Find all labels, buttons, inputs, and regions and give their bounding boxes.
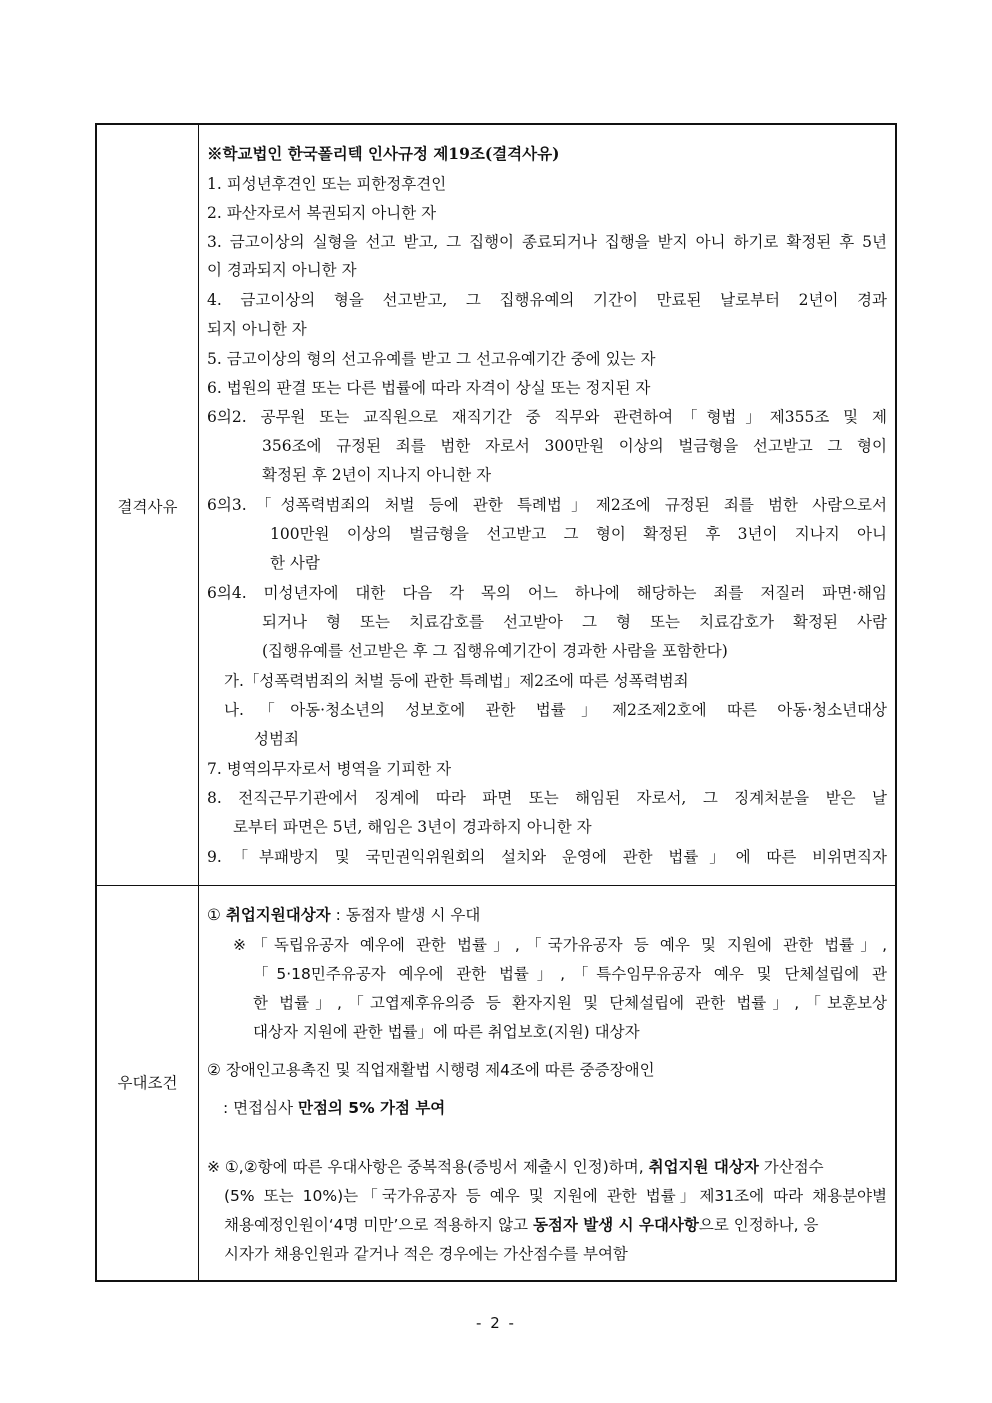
law-reference: 한 법률」,「고엽제후유의증 등 환자지원 및 단체설립에 관한 법률」,「보훈보상 bbox=[253, 994, 887, 1012]
list-item: 3. 금고이상의 실형을 선고 받고, 그 집행이 종료되거나 집행을 받지 아니 하기로 확정된 후 5년 bbox=[207, 233, 887, 251]
list-item: 1. 피성년후견인 또는 피한정후견인 bbox=[207, 175, 447, 193]
sub-item-cont: 성범죄 bbox=[254, 730, 299, 748]
law-reference: 「5·18민주유공자 예우에 관한 법률」,「특수임무유공자 예우 및 단체설립에 관 bbox=[253, 965, 887, 983]
disqualification-table bbox=[95, 123, 897, 1282]
list-item: 6의3.「성폭력범죄의 처벌 등에 관한 특례법」제2조에 규정된 죄를 범한 사람으로서 bbox=[207, 496, 887, 514]
list-item: 6의2. 공무원 또는 교직원으로 재직기간 중 직무와 관련하여「형법」제355조 및 제 bbox=[207, 408, 887, 426]
note-text: 가산점수 bbox=[758, 1158, 824, 1176]
list-item-cont: 356조에 규정된 죄를 범한 자로서 300만원 이상의 벌금형을 선고받고 그 형이 bbox=[262, 437, 887, 455]
interview-bonus-label: : 면접심사 bbox=[223, 1099, 298, 1117]
list-item: 5. 금고이상의 형의 선고유예를 받고 그 선고유예기간 중에 있는 자 bbox=[207, 350, 656, 368]
list-item-cont: 되지 아니한 자 bbox=[207, 320, 307, 338]
note-text: 채용예정인원이‘4명 미만’으로 적용하지 않고 bbox=[224, 1216, 533, 1234]
column-divider bbox=[198, 125, 199, 1280]
sub-item: 가.「성폭력범죄의 처벌 등에 관한 특례법」제2조에 따른 성폭력범죄 bbox=[224, 672, 689, 690]
list-item-cont: 이 경과되지 아니한 자 bbox=[207, 261, 357, 279]
list-item: 2. 파산자로서 복권되지 아니한 자 bbox=[207, 204, 437, 222]
item-number: ① bbox=[207, 906, 221, 924]
list-item: 6의4. 미성년자에 대한 다음 각 목의 어느 하나에 해당하는 죄를 저질러 파면·해임 bbox=[207, 584, 887, 602]
list-item: 8. 전직근무기관에서 징계에 따라 파면 또는 해임된 자로서, 그 징계처분을 받은 날 bbox=[207, 789, 887, 807]
list-item-cont: 한 사람 bbox=[270, 554, 320, 572]
list-item: 6. 법원의 판결 또는 다른 법률에 따라 자격이 상실 또는 정지된 자 bbox=[207, 379, 651, 397]
page-number: - 2 - bbox=[476, 1314, 516, 1332]
row-label-disqualification: 결격사유 bbox=[117, 498, 178, 516]
preference-item-1 bbox=[207, 904, 480, 926]
list-item-cont: 로부터 파면은 5년, 해임은 3년이 경과하지 아니한 자 bbox=[233, 818, 592, 836]
note-text: ※ ①,②항에 따른 우대사항은 중복적용(증빙서 제출시 인정)하며, bbox=[207, 1158, 649, 1176]
list-item-cont: 확정된 후 2년이 지나지 아니한 자 bbox=[262, 466, 492, 484]
preference-note bbox=[207, 1156, 887, 1178]
employment-support-target: 취업지원대상자 bbox=[225, 906, 331, 924]
interview-bonus-value: 만점의 5% 가점 부여 bbox=[297, 1099, 446, 1117]
note-text: 시자가 채용인원과 같거나 적은 경우에는 가산점수를 부여함 bbox=[224, 1245, 628, 1263]
sub-item: 나.「아동·청소년의 성보호에 관한 법률」제2조제2호에 따른 아동·청소년대상 bbox=[224, 701, 887, 719]
law-reference: ※「독립유공자 예우에 관한 법률」,「국가유공자 등 예우 및 지원에 관한 법률」, bbox=[233, 936, 887, 954]
note-text: 으로 인정하나, 응 bbox=[698, 1216, 819, 1234]
list-item-cont: 되거나 형 또는 치료감호를 선고받아 그 형 또는 치료감호가 확정된 사람 bbox=[262, 613, 887, 631]
row-divider bbox=[97, 885, 895, 886]
list-item-cont: (집행유예를 선고받은 후 그 집행유예기간이 경과한 사람을 포함한다) bbox=[262, 642, 728, 660]
note-text: (5% 또는 10%)는「국가유공자 등 예우 및 지원에 관한 법률」제31조에 따라 채용분야별 bbox=[224, 1187, 887, 1205]
note-line bbox=[224, 1214, 887, 1236]
law-reference: 대상자 지원에 관한 법률」에 따른 취업보호(지원) 대상자 bbox=[253, 1023, 640, 1041]
list-item: 9.「부패방지 및 국민권익위원회의 설치와 운영에 관한 법률」에 따른 비위면직자 bbox=[207, 848, 887, 866]
regulation-title: ※학교법인 한국폴리텍 인사규정 제19조(결격사유) bbox=[207, 144, 560, 163]
list-item: 7. 병역의무자로서 병역을 기피한 자 bbox=[207, 760, 452, 778]
list-item-cont: 100만원 이상의 벌금형을 선고받고 그 형이 확정된 후 3년이 지나지 아니 bbox=[270, 525, 887, 543]
interview-bonus bbox=[223, 1097, 445, 1119]
preference-item-2: ② 장애인고용촉진 및 직업재활법 시행령 제4조에 따른 중증장애인 bbox=[207, 1061, 655, 1079]
note-emphasis: 동점자 발생 시 우대사항 bbox=[532, 1216, 699, 1234]
note-emphasis: 취업지원 대상자 bbox=[648, 1158, 759, 1176]
preference-item-1-text: : 동점자 발생 시 우대 bbox=[330, 906, 481, 924]
list-item: 4. 금고이상의 형을 선고받고, 그 집행유예의 기간이 만료된 날로부터 2년이 경과 bbox=[207, 291, 887, 309]
row-label-preference: 우대조건 bbox=[117, 1074, 178, 1092]
